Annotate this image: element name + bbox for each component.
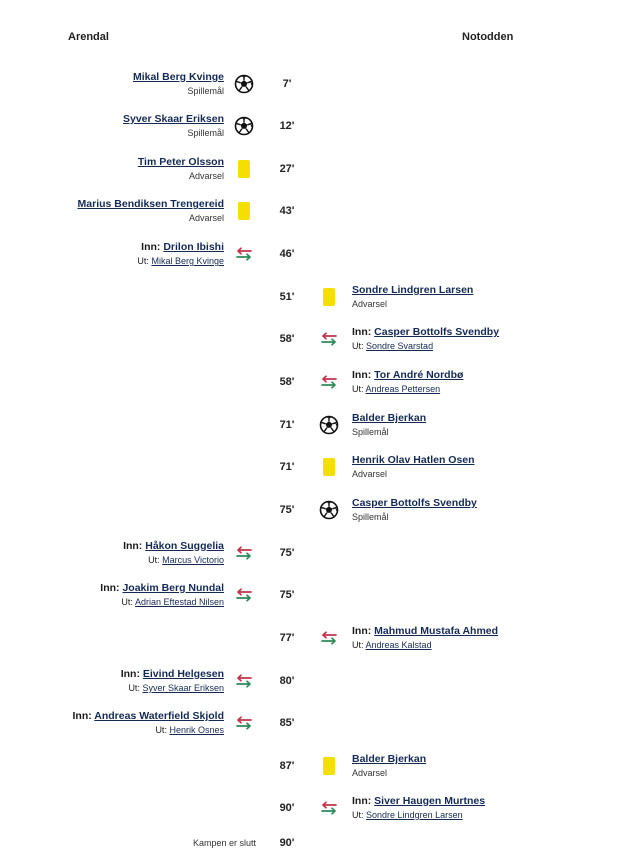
player-link[interactable]: Balder Bjerkan — [352, 753, 427, 765]
event-minute: 43' — [279, 205, 295, 217]
sub-out-prefix: Ut: — [352, 341, 364, 351]
yellow-card-icon — [319, 756, 339, 776]
player-in-link[interactable]: Tor André Nordbø — [374, 369, 464, 381]
away-team-name: Notodden — [462, 31, 514, 43]
event-type-label: Advarsel — [352, 768, 388, 778]
player-link[interactable]: Mikal Berg Kvinge — [132, 71, 224, 83]
event-details — [352, 746, 426, 786]
sub-out-prefix: Ut: — [352, 384, 364, 394]
player-line — [78, 197, 224, 211]
yellow-card-icon — [234, 159, 254, 179]
football-icon — [319, 415, 339, 435]
event-row-away — [0, 618, 631, 658]
event-row-home — [0, 661, 631, 701]
player-line — [352, 283, 473, 297]
player-link[interactable]: Sondre Lindgren Larsen — [352, 284, 474, 296]
sub-in-line — [352, 368, 463, 382]
event-details — [352, 447, 475, 487]
football-icon — [319, 500, 339, 520]
player-link[interactable]: Balder Bjerkan — [352, 412, 427, 424]
event-row-home — [0, 106, 631, 146]
event-minute: 75' — [279, 589, 295, 601]
yellow-card-icon — [319, 287, 339, 307]
sub-in-line — [352, 794, 485, 808]
event-row-away — [0, 490, 631, 530]
player-out-link[interactable]: Henrik Osnes — [169, 725, 224, 735]
event-minute: 58' — [279, 333, 295, 345]
event-row-away — [0, 447, 631, 487]
player-in-link[interactable]: Mahmud Mustafa Ahmed — [374, 625, 499, 637]
event-details — [121, 661, 224, 701]
event-row-home — [0, 533, 631, 573]
sub-in-prefix: Inn: — [352, 326, 372, 338]
sub-in-prefix: Inn: — [120, 668, 140, 680]
event-row-home — [0, 191, 631, 231]
sub-out-prefix: Ut: — [128, 683, 140, 693]
event-minute: 27' — [279, 163, 295, 175]
player-link[interactable]: Tim Peter Olsson — [137, 156, 224, 168]
event-row-away — [0, 405, 631, 445]
player-line — [123, 112, 224, 126]
yellow-card-shape — [323, 458, 335, 476]
sub-out-prefix: Ut: — [352, 810, 364, 820]
sub-in-prefix: Inn: — [352, 625, 372, 637]
football-icon — [234, 74, 254, 94]
event-details — [123, 106, 224, 146]
event-details — [123, 533, 224, 573]
player-line — [138, 155, 224, 169]
player-line — [133, 70, 224, 84]
event-minute: 85' — [279, 717, 295, 729]
sub-in-line — [352, 325, 499, 339]
substitution-icon — [234, 713, 254, 733]
player-link[interactable]: Casper Bottolfs Svendby — [352, 497, 477, 509]
yellow-card-shape — [238, 202, 250, 220]
yellow-card-icon — [319, 457, 339, 477]
event-minute: 80' — [279, 675, 295, 687]
player-line — [352, 453, 475, 467]
event-minute: 12' — [279, 120, 295, 132]
sub-in-line — [100, 581, 224, 595]
player-out-link[interactable]: Syver Skaar Eriksen — [142, 683, 224, 693]
sub-out-prefix: Ut: — [137, 256, 149, 266]
event-details — [138, 149, 224, 189]
sub-in-prefix: Inn: — [352, 795, 372, 807]
sub-out-prefix: Ut: — [352, 640, 364, 650]
sub-out-line — [137, 255, 224, 268]
event-minute: 71' — [279, 461, 295, 473]
match-ended-minute: 90' — [279, 837, 295, 849]
event-type-label: Advarsel — [352, 299, 388, 309]
event-details — [100, 575, 224, 615]
event-minute: 77' — [279, 632, 295, 644]
yellow-card-shape — [323, 288, 335, 306]
sub-out-prefix: Ut: — [148, 555, 160, 565]
player-out-link[interactable]: Andreas Kalstad — [365, 640, 432, 650]
event-type-label: Spillemål — [187, 86, 224, 96]
event-details — [72, 703, 224, 743]
event-details — [137, 234, 224, 274]
event-row-home — [0, 703, 631, 743]
yellow-card-shape — [323, 757, 335, 775]
event-minute: 7' — [282, 78, 292, 90]
event-row-away — [0, 319, 631, 359]
event-type-label: Spillemål — [352, 427, 389, 437]
event-row-home — [0, 149, 631, 189]
sub-in-prefix: Inn: — [123, 540, 143, 552]
sub-out-line — [352, 639, 432, 652]
event-type-label: Advarsel — [188, 171, 224, 181]
player-out-link[interactable]: Marcus Victorio — [162, 555, 224, 565]
substitution-icon — [319, 329, 339, 349]
event-row-away — [0, 277, 631, 317]
sub-out-line — [352, 340, 433, 353]
sub-in-line — [141, 240, 224, 254]
event-row-home — [0, 575, 631, 615]
sub-in-line — [72, 709, 224, 723]
sub-in-prefix: Inn: — [352, 369, 372, 381]
player-in-link[interactable]: Joakim Berg Nundal — [122, 582, 224, 594]
event-type-label: Spillemål — [187, 128, 224, 138]
player-out-link[interactable]: Adrian Eftestad Nilsen — [134, 597, 224, 607]
player-in-link[interactable]: Casper Bottolfs Svendby — [374, 326, 500, 338]
event-type-label: Spillemål — [352, 512, 389, 522]
sub-in-line — [123, 539, 224, 553]
player-line — [352, 496, 477, 510]
event-minute: 87' — [279, 760, 295, 772]
home-team-name: Arendal — [68, 31, 109, 43]
player-link[interactable]: Syver Skaar Eriksen — [123, 113, 224, 125]
substitution-icon — [234, 585, 254, 605]
event-row-home — [0, 64, 631, 104]
event-details — [352, 405, 426, 445]
event-details — [78, 191, 224, 231]
sub-in-line — [352, 624, 498, 638]
sub-out-line — [352, 383, 440, 396]
event-details — [352, 618, 498, 658]
event-minute: 75' — [279, 547, 295, 559]
event-minute: 46' — [279, 248, 295, 260]
player-link[interactable]: Henrik Olav Hatlen Osen — [352, 454, 475, 466]
event-minute: 75' — [279, 504, 295, 516]
player-line — [352, 411, 426, 425]
player-line — [352, 752, 426, 766]
player-out-link[interactable]: Mikal Berg Kvinge — [151, 256, 224, 266]
player-in-link[interactable]: Håkon Suggelia — [145, 540, 224, 552]
event-minute: 58' — [279, 376, 295, 388]
match-ended-label: Kampen er slutt — [192, 838, 256, 848]
substitution-icon — [234, 543, 254, 563]
event-minute: 71' — [279, 419, 295, 431]
event-details — [133, 64, 224, 104]
sub-in-prefix: Inn: — [141, 241, 161, 253]
sub-in-prefix: Inn: — [72, 710, 92, 722]
substitution-icon — [319, 798, 339, 818]
substitution-icon — [234, 671, 254, 691]
event-details — [352, 788, 485, 828]
football-icon — [234, 116, 254, 136]
event-details — [352, 490, 477, 530]
player-in-link[interactable]: Eivind Helgesen — [142, 668, 224, 680]
sub-out-prefix: Ut: — [155, 725, 167, 735]
sub-out-line — [155, 724, 224, 737]
event-type-label: Advarsel — [188, 213, 224, 223]
event-row-home — [0, 234, 631, 274]
player-out-link[interactable]: Andreas Pettersen — [365, 384, 441, 394]
player-in-link[interactable]: Drilon Ibishi — [163, 241, 224, 253]
event-row-away — [0, 746, 631, 786]
substitution-icon — [319, 372, 339, 392]
event-type-label: Advarsel — [352, 469, 388, 479]
event-minute: 90' — [279, 802, 295, 814]
event-details — [352, 319, 499, 359]
event-details — [352, 362, 463, 402]
sub-out-line — [128, 682, 224, 695]
sub-out-line — [148, 554, 224, 567]
substitution-icon — [319, 628, 339, 648]
player-in-link[interactable]: Andreas Waterfield Skjold — [94, 710, 224, 722]
yellow-card-shape — [238, 160, 250, 178]
event-row-away — [0, 788, 631, 828]
sub-in-line — [121, 667, 224, 681]
player-out-link[interactable]: Sondre Lindgren Larsen — [366, 810, 463, 820]
event-details — [352, 277, 473, 317]
sub-out-line — [352, 809, 463, 822]
yellow-card-icon — [234, 201, 254, 221]
player-out-link[interactable]: Sondre Svarstad — [366, 341, 434, 351]
substitution-icon — [234, 244, 254, 264]
event-minute: 51' — [279, 291, 295, 303]
player-in-link[interactable]: Siver Haugen Murtnes — [374, 795, 486, 807]
sub-out-line — [121, 596, 224, 609]
player-link[interactable]: Marius Bendiksen Trengereid — [77, 198, 224, 210]
sub-out-prefix: Ut: — [121, 597, 133, 607]
event-row-away — [0, 362, 631, 402]
sub-in-prefix: Inn: — [100, 582, 120, 594]
